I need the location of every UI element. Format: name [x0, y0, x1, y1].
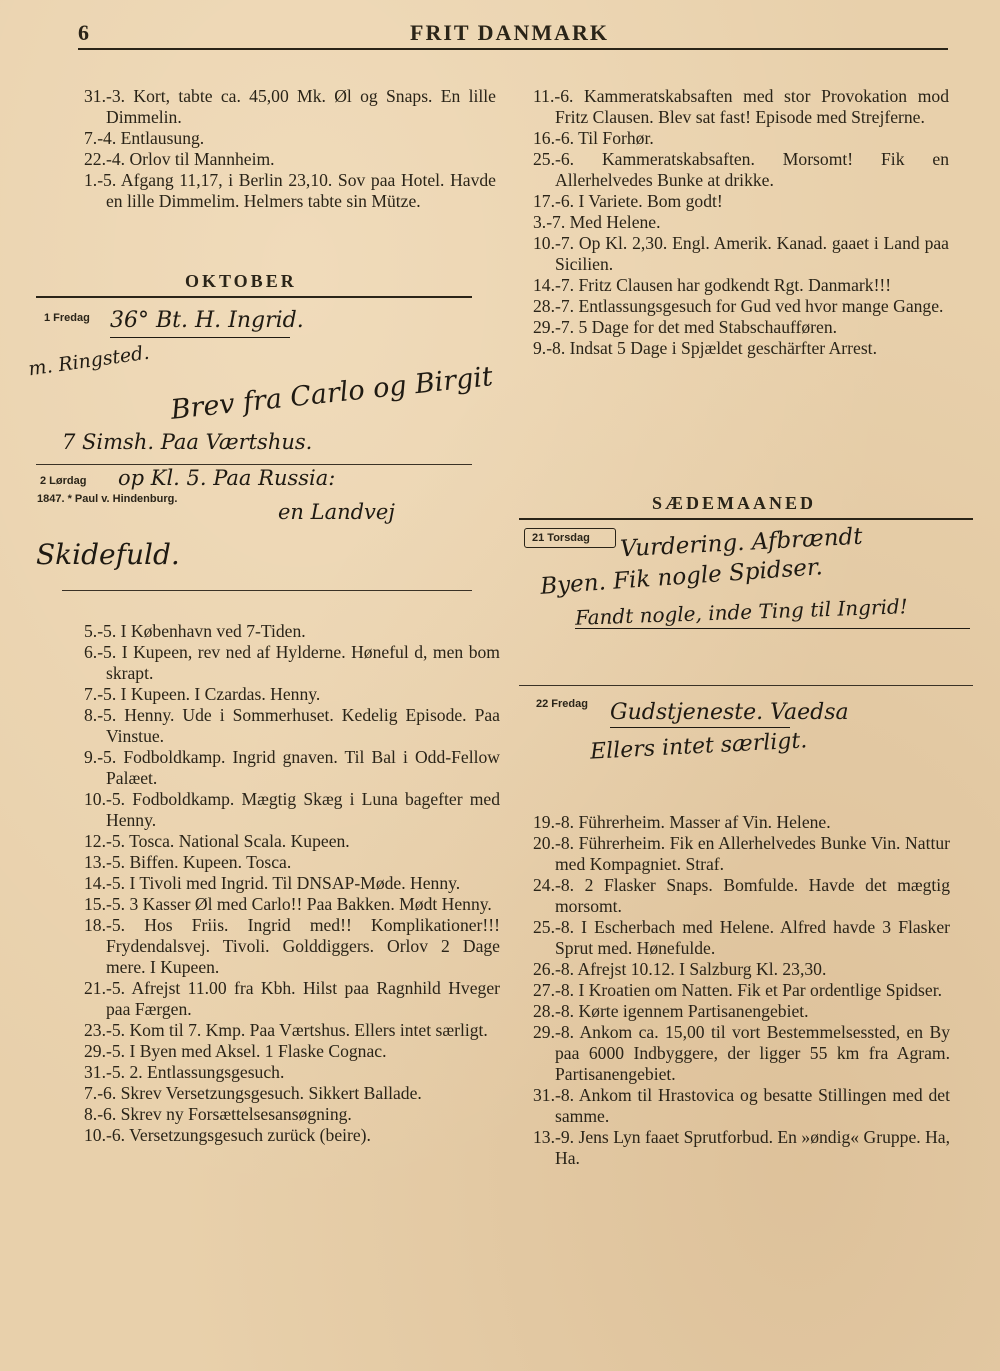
diary-entry: 21.-5. Afrejst 11.00 fra Kbh. Hilst paa Ragnhild Hveger paa Færgen.	[84, 978, 500, 1019]
diary-entry: 29.-8. Ankom ca. 15,00 til vort Bestemmelsessted, en By paa 6000 Indbyggere, der ligger 55 km fra Agram. Partisanengebiet.	[533, 1022, 950, 1084]
handwritten-note: Brev fra Carlo og Birgit	[169, 361, 495, 426]
handwritten-note: Byen. Fik nogle Spidser.	[539, 554, 824, 600]
diary-entry: 9.-8. Indsat 5 Dage i Spjældet geschärfter Arrest.	[533, 338, 877, 358]
handwritten-note: Gudstjeneste. Vaedsa	[610, 700, 849, 725]
handwritten-note: 7 Simsh. Paa Værtshus.	[62, 430, 313, 454]
diary-entry: 13.-5. Biffen. Kupeen. Tosca.	[84, 852, 292, 872]
diary-entry: 31.-3. Kort, tabte ca. 45,00 Mk. Øl og Snaps. En lille Dimmelin.	[84, 86, 496, 127]
diary-entry: 28.-8. Kørte igennem Partisanengebiet.	[533, 1001, 809, 1021]
diary-entry: 11.-6. Kammeratskabsaften med stor Provokation mod Fritz Clausen. Blev sat fast! Episode med Strejferne.	[533, 86, 949, 127]
handwritten-note: Skidefuld.	[36, 538, 180, 571]
diary-entry: 23.-5. Kom til 7. Kmp. Paa Værtshus. Ellers intet særligt.	[84, 1020, 488, 1040]
diary-entry: 10.-5. Fodboldkamp. Mægtig Skæg i Luna bagefter med Henny.	[84, 789, 500, 830]
note-underline	[110, 337, 290, 338]
note-underline	[575, 628, 970, 629]
diary-entry: 5.-5. I København ved 7-Tiden.	[84, 621, 306, 641]
diary-entry: 10.-6. Versetzungsgesuch zurück (beire).	[84, 1125, 371, 1145]
diary-entry: 22.-4. Orlov til Mannheim.	[84, 149, 275, 169]
handwritten-note: en Landvej	[278, 500, 395, 524]
diary-entry: 7.-4. Entlausung.	[84, 128, 205, 148]
running-head: FRIT DANMARK	[410, 20, 609, 45]
diary-entry: 1.-5. Afgang 11,17, i Berlin 23,10. Sov paa Hotel. Havde en lille Dimmelim. Helmers tabte sin Mütze.	[84, 170, 496, 211]
diary-entry: 7.-6. Skrev Versetzungsgesuch. Sikkert Ballade.	[84, 1083, 422, 1103]
note-underline	[610, 727, 790, 728]
diary-entry: 6.-5. I Kupeen, rev ned af Hylderne. Høneful d, men bom skrapt.	[84, 642, 500, 683]
diary-entry: 31.-5. 2. Entlassungsgesuch.	[84, 1062, 285, 1082]
day-label-21-torsdag: 21 Torsdag	[532, 532, 590, 544]
day-label-22-fredag: 22 Fredag	[536, 698, 588, 710]
diary-entry: 15.-5. 3 Kasser Øl med Carlo!! Paa Bakken. Mødt Henny.	[84, 894, 492, 914]
diary-entry: 25.-8. I Escherbach med Helene. Alfred havde 3 Flasker Sprut med. Hønefulde.	[533, 917, 950, 958]
diary-entry: 14.-5. I Tivoli med Ingrid. Til DNSAP-Møde. Henny.	[84, 873, 461, 893]
diary-entry: 3.-7. Med Helene.	[533, 212, 661, 232]
diary-entry: 29.-7. 5 Dage for det med Stabschaufføren.	[533, 317, 838, 337]
month-heading-saedemaaned: SÆDEMAANED	[652, 493, 817, 513]
diary-entry: 12.-5. Tosca. National Scala. Kupeen.	[84, 831, 350, 851]
diary-entry: 13.-9. Jens Lyn faaet Sprutforbud. En »øndig« Gruppe. Ha, Ha.	[533, 1127, 950, 1168]
day-label-2-lordag: 2 Lørdag	[40, 475, 87, 487]
diary-entry: 29.-5. I Byen med Aksel. 1 Flaske Cognac.	[84, 1041, 387, 1061]
diary-entry: 28.-7. Entlassungsgesuch for Gud ved hvor mange Gange.	[533, 296, 944, 316]
handwritten-note: Ellers intet særligt.	[589, 728, 808, 765]
handwritten-note: Vurdering. Afbrændt	[619, 523, 864, 563]
diary-entry: 8.-5. Henny. Ude i Sommerhuset. Kedelig Episode. Paa Vinstue.	[84, 705, 500, 746]
day-divider	[519, 685, 973, 686]
diary-entry: 16.-6. Til Forhør.	[533, 128, 654, 148]
month-heading-oktober: OKTOBER	[185, 271, 297, 291]
day-divider	[36, 464, 472, 465]
month-rule-oktober	[36, 296, 472, 298]
historical-note-hindenburg: 1847. * Paul v. Hindenburg.	[37, 493, 178, 505]
header-rule	[78, 48, 948, 50]
handwritten-note: m. Ringsted.	[27, 341, 151, 381]
entry-list-right-bottom	[533, 812, 950, 1169]
handwritten-note: 36° Bt. H. Ingrid.	[110, 308, 304, 333]
diary-entry: 18.-5. Hos Friis. Ingrid med!! Komplikationer!!! Frydendalsvej. Tivoli. Golddiggers. Orlov 2 Dage mere. I Kupeen.	[84, 915, 500, 977]
handwritten-note: Fandt nogle, inde Ting til Ingrid!	[574, 594, 909, 630]
diary-entry: 24.-8. 2 Flasker Snaps. Bomfulde. Havde det mægtig morsomt.	[533, 875, 950, 916]
diary-entry: 9.-5. Fodboldkamp. Ingrid gnaven. Til Bal i Odd-Fellow Palæet.	[84, 747, 500, 788]
entry-list-left-bottom	[84, 621, 500, 1146]
diary-entry: 20.-8. Führerheim. Fik en Allerhelvedes Bunke Vin. Nattur med Kompagniet. Straf.	[533, 833, 950, 874]
entry-list-right-top	[533, 86, 949, 359]
diary-entry: 25.-6. Kammeratskabsaften. Morsomt! Fik en Allerhelvedes Bunke at drikke.	[533, 149, 949, 190]
month-rule-saedemaaned	[519, 518, 973, 520]
day-label-1-fredag: 1 Fredag	[44, 312, 90, 324]
diary-entry: 31.-8. Ankom til Hrastovica og besatte Stillingen med det samme.	[533, 1085, 950, 1126]
diary-entry: 7.-5. I Kupeen. I Czardas. Henny.	[84, 684, 321, 704]
diary-entry: 26.-8. Afrejst 10.12. I Salzburg Kl. 23,30.	[533, 959, 827, 979]
diary-entry: 17.-6. I Variete. Bom godt!	[533, 191, 723, 211]
block-bottom-rule	[62, 590, 472, 591]
handwritten-note: op Kl. 5. Paa Russia:	[118, 466, 336, 490]
page-number: 6	[78, 20, 89, 45]
diary-entry: 27.-8. I Kroatien om Natten. Fik et Par ordentlige Spidser.	[533, 980, 942, 1000]
entry-list-left-top	[84, 86, 496, 212]
diary-entry: 10.-7. Op Kl. 2,30. Engl. Amerik. Kanad. gaaet i Land paa Sicilien.	[533, 233, 949, 274]
diary-entry: 19.-8. Führerheim. Masser af Vin. Helene.	[533, 812, 831, 832]
diary-entry: 14.-7. Fritz Clausen har godkendt Rgt. Danmark!!!	[533, 275, 892, 295]
diary-entry: 8.-6. Skrev ny Forsættelsesansøgning.	[84, 1104, 352, 1124]
